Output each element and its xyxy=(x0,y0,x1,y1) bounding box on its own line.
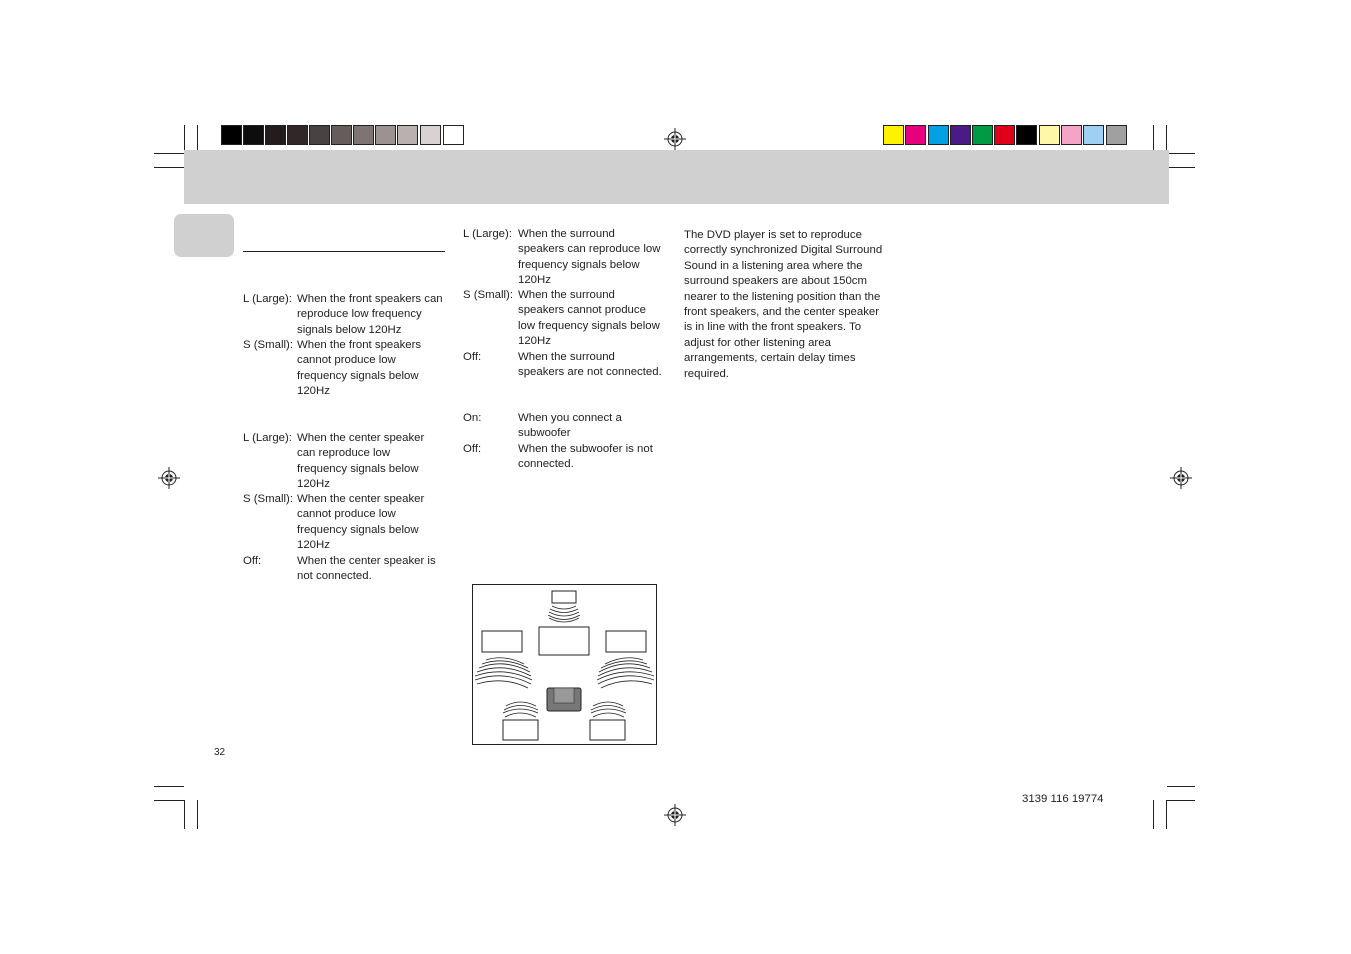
option-term: S (Small): xyxy=(463,289,513,301)
option-description: When the surround speakers are not connected. xyxy=(518,351,662,379)
option-term: L (Large): xyxy=(243,293,292,305)
option-term: S (Small): xyxy=(243,493,293,505)
crop-mark xyxy=(184,125,185,153)
crop-mark xyxy=(1167,153,1195,154)
language-tab xyxy=(174,214,234,257)
grey-swatch xyxy=(397,125,418,145)
crop-mark xyxy=(1167,800,1195,801)
crop-mark xyxy=(154,153,184,154)
grey-swatch xyxy=(221,125,242,145)
header-band xyxy=(184,150,1169,204)
option-term: L (Large): xyxy=(243,432,292,444)
option-term: On: xyxy=(463,412,482,424)
option-term: Off: xyxy=(243,555,262,567)
grey-swatch xyxy=(309,125,330,145)
grey-swatch xyxy=(420,125,441,145)
crop-mark xyxy=(197,800,198,829)
color-swatch xyxy=(883,125,904,145)
option-description: When the surround speakers can reproduce low frequency signals below 120Hz xyxy=(518,228,661,287)
grey-swatch xyxy=(243,125,264,145)
crop-mark xyxy=(154,800,184,801)
rear-right-speaker-icon xyxy=(590,720,625,740)
registration-mark-icon xyxy=(664,128,686,150)
crop-mark xyxy=(1167,786,1195,787)
color-swatch xyxy=(994,125,1015,145)
center-speaker-icon xyxy=(552,591,576,603)
option-term: Off: xyxy=(463,351,482,363)
color-swatch xyxy=(1039,125,1060,145)
color-swatch xyxy=(972,125,993,145)
option-description: When the center speaker can reproduce low frequency signals below 120Hz xyxy=(297,432,425,491)
grey-swatch xyxy=(375,125,396,145)
registration-mark-icon xyxy=(664,804,686,826)
color-swatch xyxy=(905,125,926,145)
crop-mark xyxy=(154,167,184,168)
crop-mark xyxy=(154,786,184,787)
crop-mark xyxy=(1166,125,1167,153)
grey-swatch xyxy=(331,125,352,145)
option-description: When the subwoofer is not connected. xyxy=(518,443,653,471)
front-left-speaker-icon xyxy=(482,631,522,652)
registration-mark-icon xyxy=(1170,467,1192,489)
document-code: 3139 116 19774 xyxy=(1022,793,1104,805)
option-description: When the center speaker cannot produce low frequency signals below 120Hz xyxy=(297,493,425,552)
color-swatch xyxy=(1083,125,1104,145)
grey-swatch xyxy=(287,125,308,145)
registration-mark-icon xyxy=(158,467,180,489)
crop-mark xyxy=(1153,800,1154,829)
option-term: Off: xyxy=(463,443,482,455)
color-swatch xyxy=(950,125,971,145)
page-number: 32 xyxy=(214,747,226,758)
option-term: S (Small): xyxy=(243,339,293,351)
listener-seat-icon xyxy=(547,688,581,711)
color-swatch xyxy=(1106,125,1127,145)
option-description: When you connect a subwoofer xyxy=(518,412,622,440)
grey-swatch xyxy=(353,125,374,145)
crop-mark xyxy=(184,800,185,829)
color-swatch xyxy=(1016,125,1037,145)
color-swatch xyxy=(928,125,949,145)
delay-description: The DVD player is set to reproduce correctly synchronized Digital Surround Sound in a listening area where the surround speakers are about 150cm nearer to the listening position than the front speakers, and the center speaker is in line with the front speakers. To adjust for other listening area arrangements, certain delay times required. xyxy=(684,229,883,380)
tv-icon xyxy=(539,627,589,655)
speaker-layout-diagram xyxy=(472,584,657,745)
option-description: When the center speaker is not connected. xyxy=(297,555,436,583)
section-rule xyxy=(243,251,445,252)
option-term: L (Large): xyxy=(463,228,512,240)
crop-mark xyxy=(1167,167,1195,168)
option-description: When the front speakers can reproduce low frequency signals below 120Hz xyxy=(297,293,443,336)
grey-swatch xyxy=(443,125,464,145)
crop-mark xyxy=(1153,125,1154,153)
grey-swatch xyxy=(265,125,286,145)
crop-mark xyxy=(197,125,198,153)
color-swatch xyxy=(1061,125,1082,145)
crop-mark xyxy=(1166,800,1167,829)
front-right-speaker-icon xyxy=(606,631,646,652)
rear-left-speaker-icon xyxy=(503,720,538,740)
option-description: When the front speakers cannot produce low frequency signals below 120Hz xyxy=(297,339,422,398)
option-description: When the surround speakers cannot produce low frequency signals below 120Hz xyxy=(518,289,660,348)
